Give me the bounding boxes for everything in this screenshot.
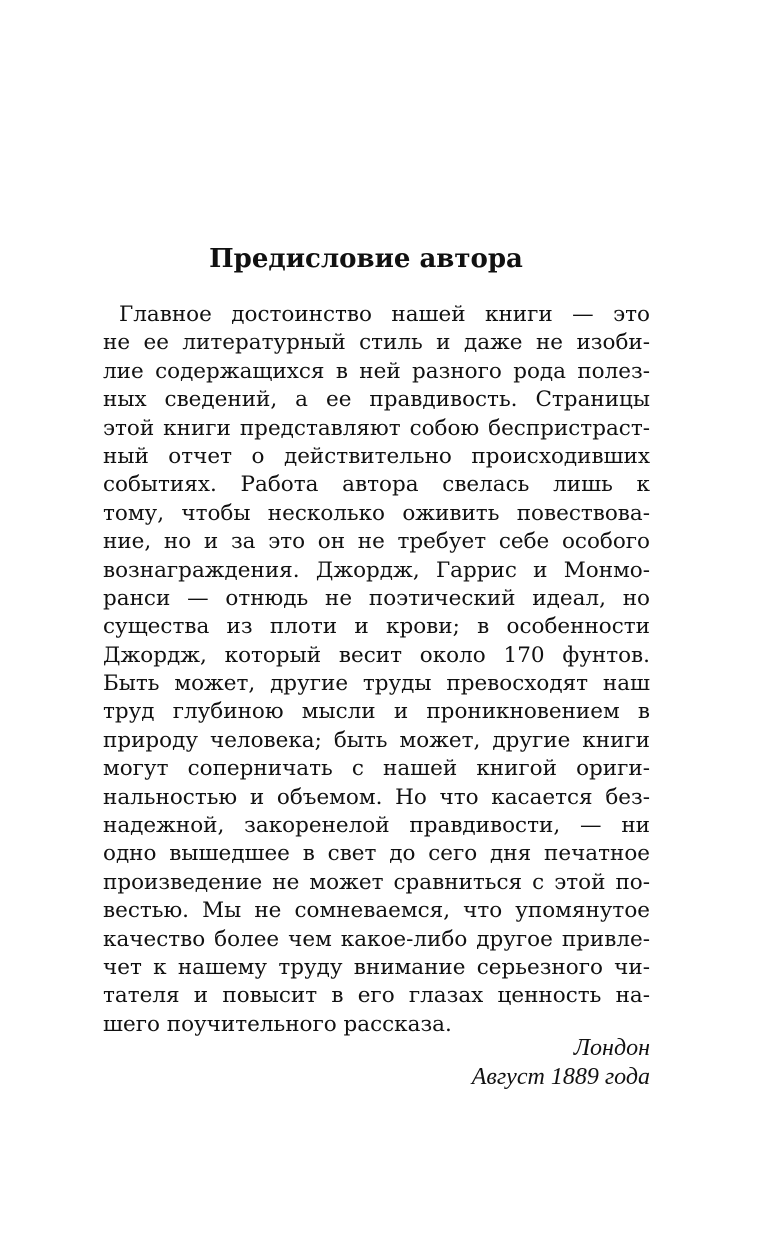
signature-place: Лондон — [573, 1035, 650, 1061]
signature-date: Август 1889 года — [471, 1064, 650, 1090]
text-line: надежной, закоренелой правдивости, — ни — [103, 813, 650, 839]
text-line: этой книги представляют собою беспристраст- — [103, 415, 650, 441]
preface-text — [103, 301, 650, 1039]
text-line: Главное достоинство нашей книги — это — [119, 302, 650, 327]
text-line: существа из плоти и крови; в особенности — [103, 614, 650, 640]
text-line: ранси — отнюдь не поэтический идеал, но — [103, 585, 650, 611]
text-line: Джордж, который весит около 170 фунтов. — [103, 642, 650, 668]
text-line: вестью. Мы не сомневаемся, что упомянутое — [103, 898, 650, 924]
text-line: нальностью и объемом. Но что касается без- — [103, 784, 650, 810]
text-line: природу человека; быть может, другие книги — [103, 727, 650, 753]
page-title: Предисловие автора — [209, 244, 523, 274]
text-line: тому, чтобы несколько оживить повествова- — [103, 500, 650, 526]
text-line: лие содержащихся в ней разного рода полез- — [103, 358, 650, 384]
text-line: могут соперничать с нашей книгой ориги- — [103, 756, 650, 782]
text-line: ный отчет о действительно происходивших — [103, 443, 650, 469]
text-line: Быть может, другие труды превосходят наш — [103, 671, 650, 697]
text-line: чет к нашему труду внимание серьезного чи- — [103, 954, 650, 980]
text-line: одно вышедшее в свет до сего дня печатное — [103, 841, 650, 867]
text-line: тателя и повысит в его глазах ценность на- — [103, 983, 650, 1009]
text-line: событиях. Работа автора свелась лишь к — [103, 472, 650, 498]
text-line: ных сведений, а ее правдивость. Страницы — [103, 387, 650, 413]
text-line: ние, но и за это он не требует себе особого — [103, 529, 650, 555]
text-line: шего поучительного рассказа. — [103, 1011, 452, 1037]
text-line: не ее литературный стиль и даже не изоби- — [103, 330, 650, 356]
text-line: вознаграждения. Джордж, Гаррис и Монмо- — [103, 557, 650, 583]
text-line: качество более чем какое-либо другое привле- — [103, 926, 650, 952]
text-line: труд глубиною мысли и проникновением в — [103, 699, 650, 725]
text-line: произведение не может сравниться с этой по- — [103, 869, 650, 895]
